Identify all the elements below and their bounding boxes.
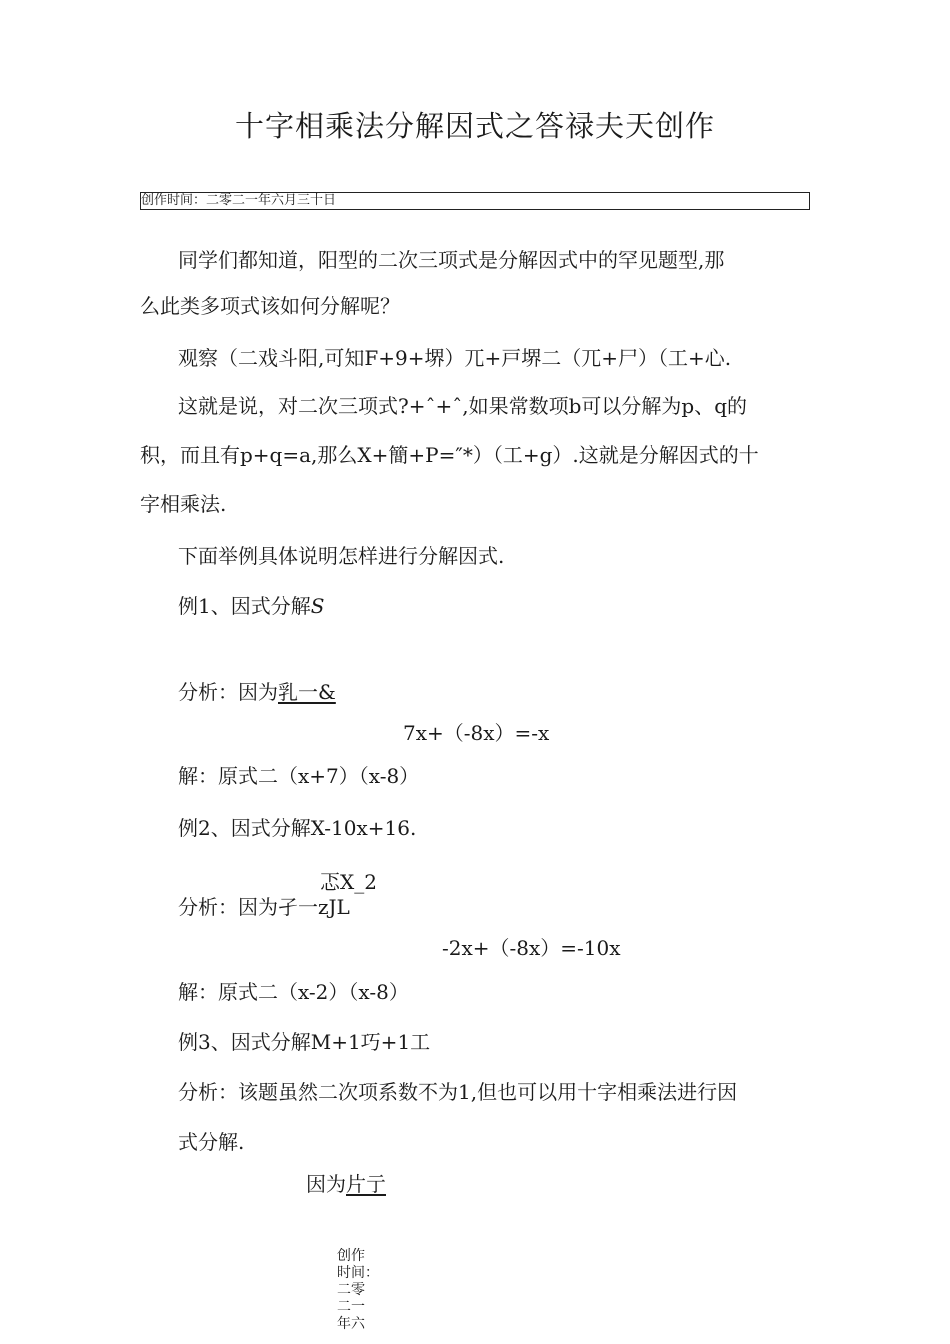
example-1-analysis-label: 分析：因为 [178,680,278,704]
example-2-upper-term: 忑X_2 [320,870,377,894]
intro-line-1: 同学们都知道，阳型的二次三项式是分解因式中的罕见题型,那 [178,248,725,272]
next-line: 下面举例具体说明怎样进行分解因式. [178,544,505,568]
page-title: 十字相乘法分解因式之答禄夫天创作 [234,109,715,143]
rule-line-1: 这就是说，对二次三项式?+ˆ+ˆ,如果常数项b可以分解为p、q的 [178,394,748,418]
example-1-prompt-label: 例1、因式分解 [178,594,311,618]
rule-line-2: 积，而且有p+q=a,那么X+簡+P=″*）（工+g）.这就是分解因式的十 [140,443,759,467]
example-2-analysis-expr: 孑一zJL [278,895,350,919]
example-2-cross-check: -2x+（-8x）=-10x [442,936,621,960]
example-1-analysis-expr: 乳一& [278,680,336,704]
footer-line-3: 二零 [337,1282,365,1298]
rule-line-3: 字相乘法. [140,492,227,516]
example-2-analysis-label: 分析：因为 [178,895,278,919]
example-1-solution: 解：原式二（x+7）（x-8） [178,764,420,788]
example-1-prompt [178,594,324,618]
example-1-prompt-expr: S [310,594,325,618]
example-1-cross-check: 7x+（-8x）=-x [403,721,550,745]
creation-date-box [140,192,810,210]
example-3-because [306,1172,386,1196]
intro-line-2: 么此类多项式该如何分解呢？ [140,294,400,318]
example-1-analysis [178,680,336,704]
footer-line-4: 二一 [337,1299,365,1315]
example-3-because-expr: 片亍 [346,1172,386,1196]
creation-date-label: 创作时间：二零二一年六月三十日 [141,193,337,208]
footer-line-1: 创作 [337,1248,365,1264]
example-3-analysis-line-1: 分析：该题虽然二次项系数不为1,但也可以用十字相乘法进行因 [178,1080,738,1104]
creation-date-footer [337,1248,387,1333]
example-2-solution: 解：原式二（x-2）（x-8） [178,980,409,1004]
example-2-analysis [178,895,350,919]
example-3-prompt: 例3、因式分解M+1巧+1工 [178,1030,431,1054]
example-3-because-label: 因为 [306,1172,346,1196]
example-3-analysis-line-2: 式分解. [178,1130,245,1154]
footer-line-2: 时间： [337,1265,379,1281]
example-2-prompt: 例2、因式分解X-10x+16. [178,816,417,840]
footer-line-5: 年六 [337,1316,365,1332]
observe-line: 观察（二戏斗阳,可知F+9+堺）兀+戸堺二（兀+尸）（工+心. [178,346,732,370]
